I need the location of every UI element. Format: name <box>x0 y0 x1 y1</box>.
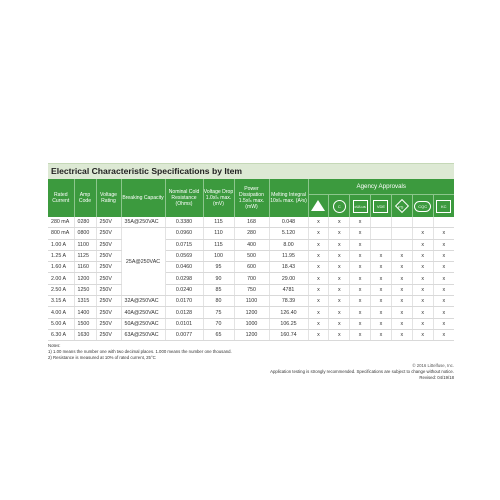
cell-approval: x <box>308 307 329 318</box>
cell-approval: x <box>412 273 433 284</box>
cqc-oval-icon: CQC <box>414 201 431 212</box>
cell-approval: x <box>308 284 329 295</box>
cell-approval: x <box>371 329 392 340</box>
cell-approval: x <box>308 273 329 284</box>
pse-diamond-icon: PS <box>395 199 409 213</box>
cell-power: 280 <box>234 228 269 239</box>
table-row <box>48 217 454 228</box>
cell-power: 700 <box>234 273 269 284</box>
notes-heading: Notes: <box>48 343 61 349</box>
cell-approval: x <box>412 228 433 239</box>
disclaimer: Application testing is strongly recommended. Specifications are subject to change without notice. <box>270 369 454 375</box>
cell-rated: 280 mA <box>48 217 74 228</box>
kc-icon: KC <box>436 200 451 213</box>
cell-approval: x <box>391 329 412 340</box>
cell-voltage: 250V <box>96 329 121 340</box>
agency-icon-cell <box>329 195 350 218</box>
cell-approval: x <box>433 273 454 284</box>
cell-approval: x <box>412 307 433 318</box>
cell-approval: x <box>329 329 350 340</box>
header-rated-current: Rated Current <box>48 179 74 217</box>
cell-rated: 2.00 A <box>48 273 74 284</box>
cell-power: 1200 <box>234 307 269 318</box>
cell-melting: 29.00 <box>269 273 308 284</box>
agency-icon-cell <box>391 195 412 218</box>
cell-voltage: 250V <box>96 307 121 318</box>
cell-rated: 2.50 A <box>48 284 74 295</box>
cell-code: 1125 <box>74 250 96 261</box>
cell-breaking: 32A@250VAC <box>121 296 165 307</box>
cell-melting: 5.120 <box>269 228 308 239</box>
cell-resistance: 0.0240 <box>165 284 203 295</box>
cell-rated: 3.15 A <box>48 296 74 307</box>
cell-approval <box>412 217 433 228</box>
cell-vdrop: 85 <box>203 284 234 295</box>
cell-melting: 0.048 <box>269 217 308 228</box>
cell-voltage: 250V <box>96 318 121 329</box>
note-2: 2) Resistance is measured at 10% of rated current, 25°C <box>48 355 156 361</box>
cell-vdrop: 65 <box>203 329 234 340</box>
table-row <box>48 273 454 284</box>
cell-approval: x <box>433 239 454 250</box>
cell-code: 1100 <box>74 239 96 250</box>
cell-rated: 1.60 A <box>48 262 74 273</box>
cell-approval: x <box>329 239 350 250</box>
cell-approval <box>371 228 392 239</box>
cell-rated: 800 mA <box>48 228 74 239</box>
cell-approval: x <box>308 318 329 329</box>
cell-approval: x <box>350 250 371 261</box>
vde-icon: VDE <box>373 200 388 213</box>
cell-power: 1000 <box>234 318 269 329</box>
cell-voltage: 250V <box>96 239 121 250</box>
cell-melting: 78.39 <box>269 296 308 307</box>
cell-approval: x <box>350 307 371 318</box>
table-row <box>48 250 454 261</box>
cell-resistance: 0.0170 <box>165 296 203 307</box>
cell-approval <box>391 228 412 239</box>
cell-approval: x <box>329 296 350 307</box>
cell-approval: x <box>350 273 371 284</box>
cell-approval: x <box>350 318 371 329</box>
header-breaking-capacity: Breaking Capacity <box>121 179 165 217</box>
cell-breaking: 63A@250VAC <box>121 329 165 340</box>
cell-rated: 1.00 A <box>48 239 74 250</box>
notes <box>48 343 454 361</box>
cell-melting: 8.00 <box>269 239 308 250</box>
cell-approval: x <box>350 329 371 340</box>
cell-approval: x <box>350 228 371 239</box>
table-body <box>48 217 454 341</box>
revised-date: Revised: 04/19/18 <box>419 375 454 381</box>
cell-approval: x <box>391 296 412 307</box>
cell-voltage: 250V <box>96 217 121 228</box>
ccc-circle-icon: C <box>333 200 346 213</box>
cell-melting: 4781 <box>269 284 308 295</box>
cell-approval: x <box>433 329 454 340</box>
cell-approval: x <box>350 217 371 228</box>
header-power-dissipation: Power Dissipation 1.5xIₙ max. (mW) <box>234 179 269 217</box>
header-amp-code: Amp Code <box>74 179 96 217</box>
cell-approval: x <box>329 228 350 239</box>
cell-rated: 4.00 A <box>48 307 74 318</box>
cell-power: 1200 <box>234 329 269 340</box>
table-row <box>48 228 454 239</box>
cell-vdrop: 80 <box>203 296 234 307</box>
cell-melting: 126.40 <box>269 307 308 318</box>
table-row <box>48 239 454 250</box>
cell-resistance: 0.0101 <box>165 318 203 329</box>
cell-voltage: 250V <box>96 250 121 261</box>
cell-approval: x <box>308 296 329 307</box>
cell-approval: x <box>412 239 433 250</box>
table-row <box>48 329 454 340</box>
cell-breaking: 35A@250VAC <box>121 217 165 228</box>
cell-power: 600 <box>234 262 269 273</box>
cell-approval <box>391 217 412 228</box>
cell-vdrop: 100 <box>203 250 234 261</box>
cell-approval: x <box>371 273 392 284</box>
note-1: 1) 1.00 means the number one with two decimal places. 1.000 means the number one thousand. <box>48 349 232 355</box>
cell-power: 400 <box>234 239 269 250</box>
cell-approval: x <box>412 296 433 307</box>
cell-approval: x <box>308 250 329 261</box>
spec-table <box>48 179 454 341</box>
cell-resistance: 0.0298 <box>165 273 203 284</box>
cell-approval: x <box>412 318 433 329</box>
cell-code: 1315 <box>74 296 96 307</box>
cell-melting: 18.43 <box>269 262 308 273</box>
agency-icon-cell <box>308 195 329 218</box>
cell-approval: x <box>371 307 392 318</box>
cell-approval: x <box>371 284 392 295</box>
cell-approval <box>391 239 412 250</box>
table-row <box>48 284 454 295</box>
cell-vdrop: 115 <box>203 239 234 250</box>
cell-approval: x <box>329 284 350 295</box>
cell-code: 1630 <box>74 329 96 340</box>
cell-approval: x <box>391 262 412 273</box>
cell-approval: x <box>412 250 433 261</box>
cell-breaking-shared: 25A@250VAC <box>121 228 165 296</box>
cell-approval: x <box>308 239 329 250</box>
cell-resistance: 0.0077 <box>165 329 203 340</box>
cell-approval <box>371 217 392 228</box>
cell-resistance: 0.0128 <box>165 307 203 318</box>
cell-approval: x <box>350 239 371 250</box>
cell-voltage: 250V <box>96 273 121 284</box>
table-row <box>48 262 454 273</box>
header-voltage-drop: Voltage Drop 1.0xIₙ max. (mV) <box>203 179 234 217</box>
cell-approval: x <box>433 262 454 273</box>
copyright: © 2016 Littelfuse, Inc. <box>412 363 454 369</box>
cell-approval <box>371 239 392 250</box>
cell-melting: 106.25 <box>269 318 308 329</box>
cell-power: 750 <box>234 284 269 295</box>
cell-power: 1100 <box>234 296 269 307</box>
cell-approval: x <box>412 329 433 340</box>
cell-approval: x <box>371 250 392 261</box>
cell-approval: x <box>391 250 412 261</box>
agency-icon-cell <box>433 195 454 218</box>
cell-approval: x <box>329 307 350 318</box>
cell-resistance: 0.0715 <box>165 239 203 250</box>
agency-icon-cell <box>350 195 371 218</box>
cell-code: 1250 <box>74 284 96 295</box>
cell-approval: x <box>308 217 329 228</box>
cell-approval: x <box>329 318 350 329</box>
cell-rated: 6.30 A <box>48 329 74 340</box>
cell-approval: x <box>308 329 329 340</box>
cell-voltage: 250V <box>96 262 121 273</box>
cul-us-icon: cULus <box>353 200 368 213</box>
cell-approval: x <box>391 273 412 284</box>
cell-resistance: 0.0569 <box>165 250 203 261</box>
cell-approval: x <box>433 307 454 318</box>
cell-rated: 5.00 A <box>48 318 74 329</box>
footer <box>48 363 454 381</box>
cell-approval: x <box>371 296 392 307</box>
cell-vdrop: 115 <box>203 217 234 228</box>
cell-voltage: 250V <box>96 228 121 239</box>
table-row <box>48 296 454 307</box>
cell-approval: x <box>433 228 454 239</box>
cell-resistance: 0.3380 <box>165 217 203 228</box>
cell-code: 1500 <box>74 318 96 329</box>
cell-approval: x <box>350 296 371 307</box>
table-row <box>48 318 454 329</box>
cell-approval: x <box>329 217 350 228</box>
cell-resistance: 0.0960 <box>165 228 203 239</box>
cell-approval: x <box>371 318 392 329</box>
cell-approval: x <box>329 273 350 284</box>
cell-rated: 1.25 A <box>48 250 74 261</box>
cell-melting: 160.74 <box>269 329 308 340</box>
cell-vdrop: 110 <box>203 228 234 239</box>
cell-approval: x <box>433 296 454 307</box>
cell-melting: 11.95 <box>269 250 308 261</box>
cell-breaking: 50A@250VAC <box>121 318 165 329</box>
cell-code: 1400 <box>74 307 96 318</box>
pse-triangle-icon <box>311 200 325 211</box>
cell-approval: x <box>433 284 454 295</box>
cell-approval <box>433 217 454 228</box>
agency-icon-cell <box>412 195 433 218</box>
cell-code: 0800 <box>74 228 96 239</box>
cell-approval: x <box>433 318 454 329</box>
cell-power: 500 <box>234 250 269 261</box>
header-voltage-rating: Voltage Rating <box>96 179 121 217</box>
cell-vdrop: 90 <box>203 273 234 284</box>
header-melting-integral: Melting Integral 10xIₙ max. (A²s) <box>269 179 308 217</box>
cell-approval: x <box>433 250 454 261</box>
cell-power: 168 <box>234 217 269 228</box>
cell-approval: x <box>391 284 412 295</box>
cell-approval: x <box>329 262 350 273</box>
cell-approval: x <box>350 262 371 273</box>
table-title: Electrical Characteristic Specifications by Item <box>48 163 454 179</box>
cell-approval: x <box>412 262 433 273</box>
cell-code: 0280 <box>74 217 96 228</box>
cell-vdrop: 70 <box>203 318 234 329</box>
agency-icon-cell <box>371 195 392 218</box>
cell-approval: x <box>329 250 350 261</box>
header-agency-approvals: Agency Approvals <box>308 179 454 195</box>
cell-approval: x <box>391 307 412 318</box>
cell-approval: x <box>391 318 412 329</box>
cell-code: 1200 <box>74 273 96 284</box>
cell-approval: x <box>308 262 329 273</box>
cell-voltage: 250V <box>96 296 121 307</box>
cell-approval: x <box>371 262 392 273</box>
cell-breaking: 40A@250VAC <box>121 307 165 318</box>
spec-sheet <box>48 163 454 381</box>
cell-approval: x <box>412 284 433 295</box>
cell-approval: x <box>308 228 329 239</box>
cell-voltage: 250V <box>96 284 121 295</box>
cell-vdrop: 75 <box>203 307 234 318</box>
cell-approval: x <box>350 284 371 295</box>
cell-resistance: 0.0460 <box>165 262 203 273</box>
cell-code: 1160 <box>74 262 96 273</box>
cell-vdrop: 95 <box>203 262 234 273</box>
header-nominal-cold-resistance: Nominal Cold Resistance (Ohms) <box>165 179 203 217</box>
table-row <box>48 307 454 318</box>
